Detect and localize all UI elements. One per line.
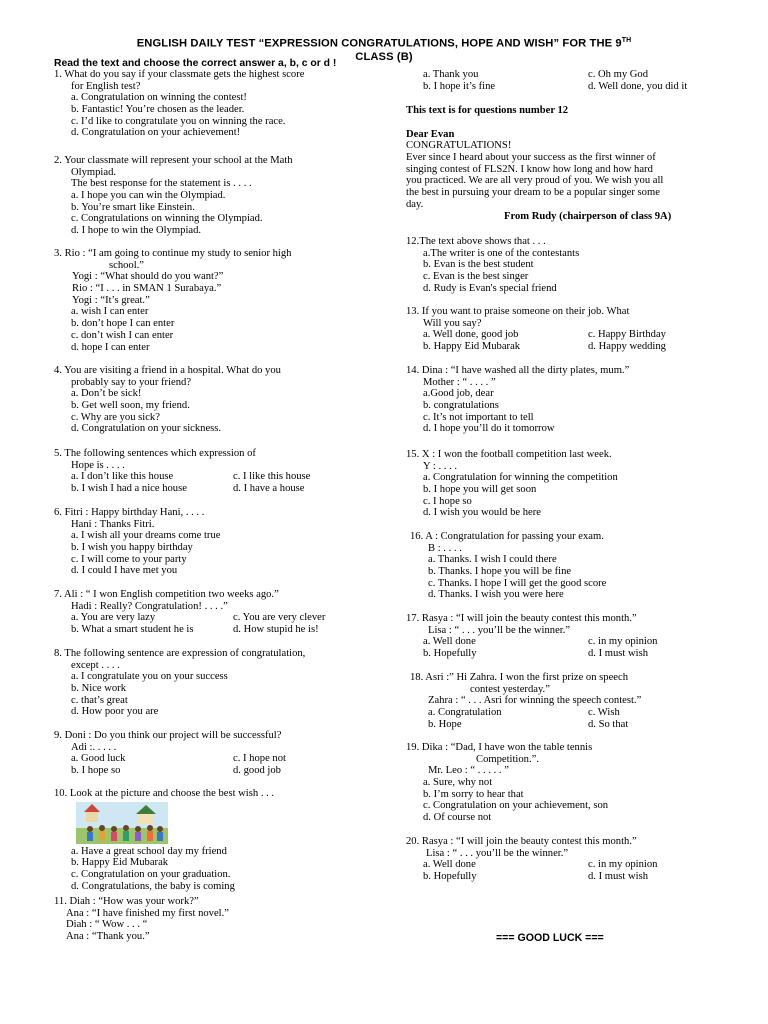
option-c: c. I will come to your party bbox=[71, 553, 187, 565]
option-a: a.Good job, dear bbox=[423, 388, 494, 400]
question-17 bbox=[406, 613, 726, 660]
option-a: a. I don’t like this house bbox=[71, 471, 174, 483]
option-c: c. You are very clever bbox=[233, 612, 326, 624]
option-d: d. I wish you would be here bbox=[423, 507, 541, 519]
dialogue-line: Lisa : “ . . . you’ll be the winner.” bbox=[426, 847, 569, 859]
question-text: 5. The following sentences which expression of bbox=[54, 448, 256, 459]
festival-illustration bbox=[76, 802, 168, 844]
option-d: d. I could I have met you bbox=[71, 565, 178, 577]
options-row bbox=[54, 471, 414, 483]
option-d: d. I hope you’ll do it tomorrow bbox=[423, 423, 555, 435]
option-c: c. Congratulation on your graduation. bbox=[71, 869, 231, 881]
options-row bbox=[406, 707, 726, 719]
option-a: a. Thanks. I wish I could there bbox=[428, 554, 557, 566]
option-d: d. Congratulation on your sickness. bbox=[71, 423, 222, 435]
question-14 bbox=[406, 365, 726, 435]
option-c: c. Congratulation on your achievement, son bbox=[423, 800, 609, 812]
option-a: a.The writer is one of the contestants bbox=[423, 247, 580, 259]
option-b: b. I’m sorry to hear that bbox=[423, 788, 524, 800]
question-20 bbox=[406, 836, 726, 883]
option-c: c. don’t wish I can enter bbox=[71, 329, 174, 341]
option-b: b. Thanks. I hope you will be fine bbox=[428, 566, 572, 578]
letter-body: singing contest of FLS2N. I know how long and how hard bbox=[406, 163, 653, 175]
dialogue-line: Yogi : “What should do you want?” bbox=[72, 271, 224, 283]
question-4 bbox=[54, 365, 414, 435]
option-a: a. Sure, why not bbox=[423, 777, 493, 789]
question-5 bbox=[54, 448, 414, 495]
question-18 bbox=[406, 672, 726, 730]
option-d: d. hope I can enter bbox=[71, 341, 150, 353]
option-a: a. Don’t be sick! bbox=[71, 388, 142, 400]
option-b: b. Hopefully bbox=[423, 648, 477, 660]
option-d: d. So that bbox=[588, 718, 629, 730]
question-text: 13. If you want to praise someone on their job. What bbox=[406, 306, 630, 317]
option-d: d. good job bbox=[233, 765, 281, 777]
letter-heading: CONGRATULATIONS! bbox=[406, 140, 512, 152]
dialogue-line: Hani : Thanks Fitri. bbox=[71, 518, 155, 530]
dialogue-line: Diah : “ Wow . . . “ bbox=[66, 919, 148, 931]
option-b: b. I hope so bbox=[71, 765, 121, 777]
option-c: c. I like this house bbox=[233, 471, 311, 483]
option-c: c. It’s not important to tell bbox=[423, 411, 534, 423]
question-text: 9. Doni : Do you think our project will be successful? bbox=[54, 730, 282, 741]
question-text: 8. The following sentence are expression of congratulation, bbox=[54, 648, 306, 659]
options-row bbox=[54, 765, 414, 777]
option-c: c. Congratulations on winning the Olympiad. bbox=[71, 213, 263, 225]
question-11-options bbox=[406, 69, 726, 92]
question-text: 3. Rio : “I am going to continue my study to senior high bbox=[54, 248, 292, 259]
option-b: b. don’t hope I can enter bbox=[71, 318, 175, 330]
option-a: a. Thank you bbox=[423, 69, 479, 80]
option-c: c. in my opinion bbox=[588, 859, 658, 871]
option-b: b. Hope bbox=[428, 718, 462, 730]
option-d: d. Well done, you did it bbox=[588, 80, 688, 92]
options-row bbox=[406, 341, 726, 353]
options-row bbox=[406, 719, 726, 731]
question-text: 15. X : I won the football competition last week. bbox=[406, 449, 612, 460]
dialogue-line: Lisa : “ . . . you’ll be the winner.” bbox=[428, 624, 571, 636]
question-19 bbox=[406, 742, 726, 824]
option-c: c. Wish bbox=[588, 707, 620, 719]
dialogue-line: Ana : “I have finished my first novel.” bbox=[66, 907, 229, 919]
options-row bbox=[54, 753, 414, 765]
question-text: Olympiad. bbox=[71, 166, 117, 178]
question-9 bbox=[54, 730, 414, 777]
option-b: b. Happy Eid Mubarak bbox=[71, 857, 169, 869]
letter-body: Ever since I heard about your success as the first winner of bbox=[406, 152, 656, 164]
instruction: Read the text and choose the correct answer a, b, c or d ! bbox=[54, 58, 337, 69]
option-a: a. I wish all your dreams come true bbox=[71, 530, 221, 542]
dialogue-line: Mr. Leo : “ . . . . . ” bbox=[428, 765, 509, 777]
option-b: b. I hope it’s fine bbox=[423, 80, 496, 92]
letter-text bbox=[406, 105, 726, 222]
question-text: 7. Ali : “ I won English competition two weeks ago.” bbox=[54, 589, 279, 600]
options-row bbox=[406, 859, 726, 871]
dialogue-line: Yogi : “It’s great.” bbox=[72, 294, 150, 306]
option-d: d. Rudy is Evan's special friend bbox=[423, 282, 557, 294]
option-a: a. I hope you can win the Olympiad. bbox=[71, 190, 226, 202]
option-c: c. I’d like to congratulate you on winning the race. bbox=[71, 115, 286, 127]
options-row bbox=[54, 612, 414, 624]
option-b: b. I wish I had a nice house bbox=[71, 483, 187, 495]
options-row bbox=[406, 329, 726, 341]
question-text: The best response for the statement is . . . . bbox=[71, 178, 252, 190]
option-b: b. Nice work bbox=[71, 683, 127, 695]
letter-body: you practiced. We are all very proud of you. We wish you all bbox=[406, 175, 664, 187]
option-d: d. Happy wedding bbox=[588, 341, 666, 353]
question-15 bbox=[406, 449, 726, 519]
question-8 bbox=[54, 648, 414, 718]
option-b: b. I wish you happy birthday bbox=[71, 542, 193, 554]
option-c: c. that’s great bbox=[71, 694, 128, 706]
option-b: b. What a smart student he is bbox=[71, 624, 194, 636]
option-d: d. I have a house bbox=[233, 483, 305, 495]
options-row bbox=[406, 871, 726, 883]
question-text: Hope is . . . . bbox=[71, 459, 125, 471]
question-text: 4. You are visiting a friend in a hospital. What do you bbox=[54, 365, 281, 376]
option-a: a. Have a great school day my friend bbox=[71, 845, 227, 857]
option-a: a. Congratulation for winning the competition bbox=[423, 472, 618, 484]
option-b: b. Evan is the best student bbox=[423, 259, 534, 271]
title-line-1: ENGLISH DAILY TEST “EXPRESSION CONGRATULATIONS, HOPE AND WISH” FOR THE 9 bbox=[136, 37, 622, 50]
title-superscript: TH bbox=[621, 37, 632, 44]
question-text: school.” bbox=[109, 259, 145, 271]
option-a: a. I congratulate you on your success bbox=[71, 671, 228, 683]
option-a: a. Well done, good job bbox=[423, 329, 519, 341]
options-row bbox=[406, 636, 726, 648]
option-d: d. How poor you are bbox=[71, 706, 159, 718]
option-c: c. Oh my God bbox=[588, 69, 649, 80]
option-a: a. Congratulation on winning the contest! bbox=[71, 92, 247, 104]
option-b: b. Happy Eid Mubarak bbox=[423, 341, 521, 353]
option-d: d. I hope to win the Olympiad. bbox=[71, 225, 202, 237]
question-text: 6. Fitri : Happy birthday Hani, . . . . bbox=[54, 507, 205, 518]
question-text: Competition.”. bbox=[476, 753, 539, 765]
options-row bbox=[54, 483, 414, 495]
option-d: d. Congratulations, the baby is coming bbox=[71, 880, 235, 892]
option-d: d. I must wish bbox=[588, 871, 649, 883]
question-16 bbox=[406, 531, 726, 601]
option-b: b. congratulations bbox=[423, 400, 499, 412]
question-text: 19. Dika : “Dad, I have won the table tennis bbox=[406, 742, 593, 753]
question-text: 1. What do you say if your classmate gets the highest score bbox=[54, 69, 305, 80]
dialogue-line: Y : . . . . bbox=[423, 460, 458, 472]
question-text: 17. Rasya : “I will join the beauty contest this month.” bbox=[406, 613, 637, 624]
title-line-2: CLASS (B) bbox=[355, 50, 413, 63]
question-text: 20. Rasya : “I will join the beauty contest this month.” bbox=[406, 836, 637, 847]
option-c: c. in my opinion bbox=[588, 636, 658, 648]
question-12 bbox=[406, 236, 726, 294]
question-text: 16. A : Congratulation for passing your exam. bbox=[410, 531, 604, 542]
dialogue-line: Rio : “I . . . in SMAN 1 Surabaya.” bbox=[72, 283, 222, 295]
letter-body: the best in pursuing your dream to be a popular singer some bbox=[406, 187, 660, 199]
option-c: c. I hope not bbox=[233, 753, 286, 765]
dialogue-line: Ana : “Thank you.” bbox=[66, 931, 150, 943]
dialogue-line: B : . . . . bbox=[428, 542, 462, 554]
question-text: Will you say? bbox=[423, 317, 482, 329]
option-b: b. I hope you will get soon bbox=[423, 484, 537, 496]
option-c: c. Thanks. I hope I will get the good score bbox=[428, 577, 607, 589]
option-d: d. Congratulation on your achievement! bbox=[71, 127, 241, 139]
option-d: d. I must wish bbox=[588, 648, 649, 660]
option-b: b. Get well soon, my friend. bbox=[71, 400, 190, 412]
option-a: a. Good luck bbox=[71, 753, 126, 765]
dialogue-line: Hadi : Really? Congratulation! . . . .” bbox=[71, 600, 228, 612]
option-d: d. Of course not bbox=[423, 812, 492, 824]
question-text: 14. Dina : “I have washed all the dirty plates, mum.” bbox=[406, 365, 630, 376]
question-3 bbox=[54, 248, 414, 353]
question-6 bbox=[54, 507, 414, 577]
question-13 bbox=[406, 306, 726, 353]
options-row bbox=[406, 69, 726, 81]
question-1 bbox=[54, 69, 414, 139]
question-text: contest yesterday.” bbox=[470, 683, 550, 695]
option-a: a. Congratulation bbox=[428, 707, 502, 719]
option-a: a. Well done bbox=[423, 636, 476, 648]
option-b: b. You’re smart like Einstein. bbox=[71, 201, 195, 213]
question-text: 12.The text above shows that . . . bbox=[406, 236, 546, 247]
question-2 bbox=[54, 155, 414, 237]
options-row bbox=[54, 624, 414, 636]
options-row bbox=[406, 81, 726, 93]
letter-greeting: Dear Evan bbox=[406, 128, 455, 140]
option-a: a. You are very lazy bbox=[71, 612, 156, 624]
option-a: a. wish I can enter bbox=[71, 306, 149, 318]
dialogue-line: Zahra : “ . . . Asri for winning the speech contest.” bbox=[428, 695, 642, 707]
question-10 bbox=[54, 788, 414, 892]
question-7 bbox=[54, 589, 414, 636]
dialogue-line: Mother : “ . . . . ” bbox=[423, 376, 496, 388]
question-text: 11. Diah : “How was your work?” bbox=[54, 896, 199, 907]
question-text: 2. Your classmate will represent your school at the Math bbox=[54, 155, 293, 166]
letter-sender: From Rudy (chairperson of class 9A) bbox=[504, 210, 672, 222]
question-11 bbox=[54, 896, 414, 943]
letter-body: day. bbox=[406, 198, 424, 210]
question-text: 10. Look at the picture and choose the best wish . . . bbox=[54, 788, 275, 799]
option-c: c. I hope so bbox=[423, 495, 472, 507]
option-a: a. Well done bbox=[423, 859, 476, 871]
option-c: c. Evan is the best singer bbox=[423, 271, 529, 283]
options-row bbox=[406, 648, 726, 660]
option-b: b. Fantastic! You’re chosen as the leader. bbox=[71, 104, 245, 116]
question-text: 18. Asri :” Hi Zahra. I won the first prize on speech bbox=[410, 672, 628, 683]
option-c: c. Happy Birthday bbox=[588, 329, 666, 341]
option-c: c. Why are you sick? bbox=[71, 411, 160, 423]
option-b: b. Hopefully bbox=[423, 871, 477, 883]
question-text: except . . . . bbox=[71, 659, 120, 671]
letter-intro: This text is for questions number 12 bbox=[406, 105, 569, 116]
option-d: d. Thanks. I wish you were here bbox=[428, 589, 564, 601]
dialogue-line: Adi :. . . . . bbox=[71, 741, 117, 753]
question-text: probably say to your friend? bbox=[71, 376, 192, 388]
question-text: for English test? bbox=[71, 80, 141, 92]
option-d: d. How stupid he is! bbox=[233, 624, 319, 636]
good-luck-footer: === GOOD LUCK === bbox=[496, 932, 604, 944]
